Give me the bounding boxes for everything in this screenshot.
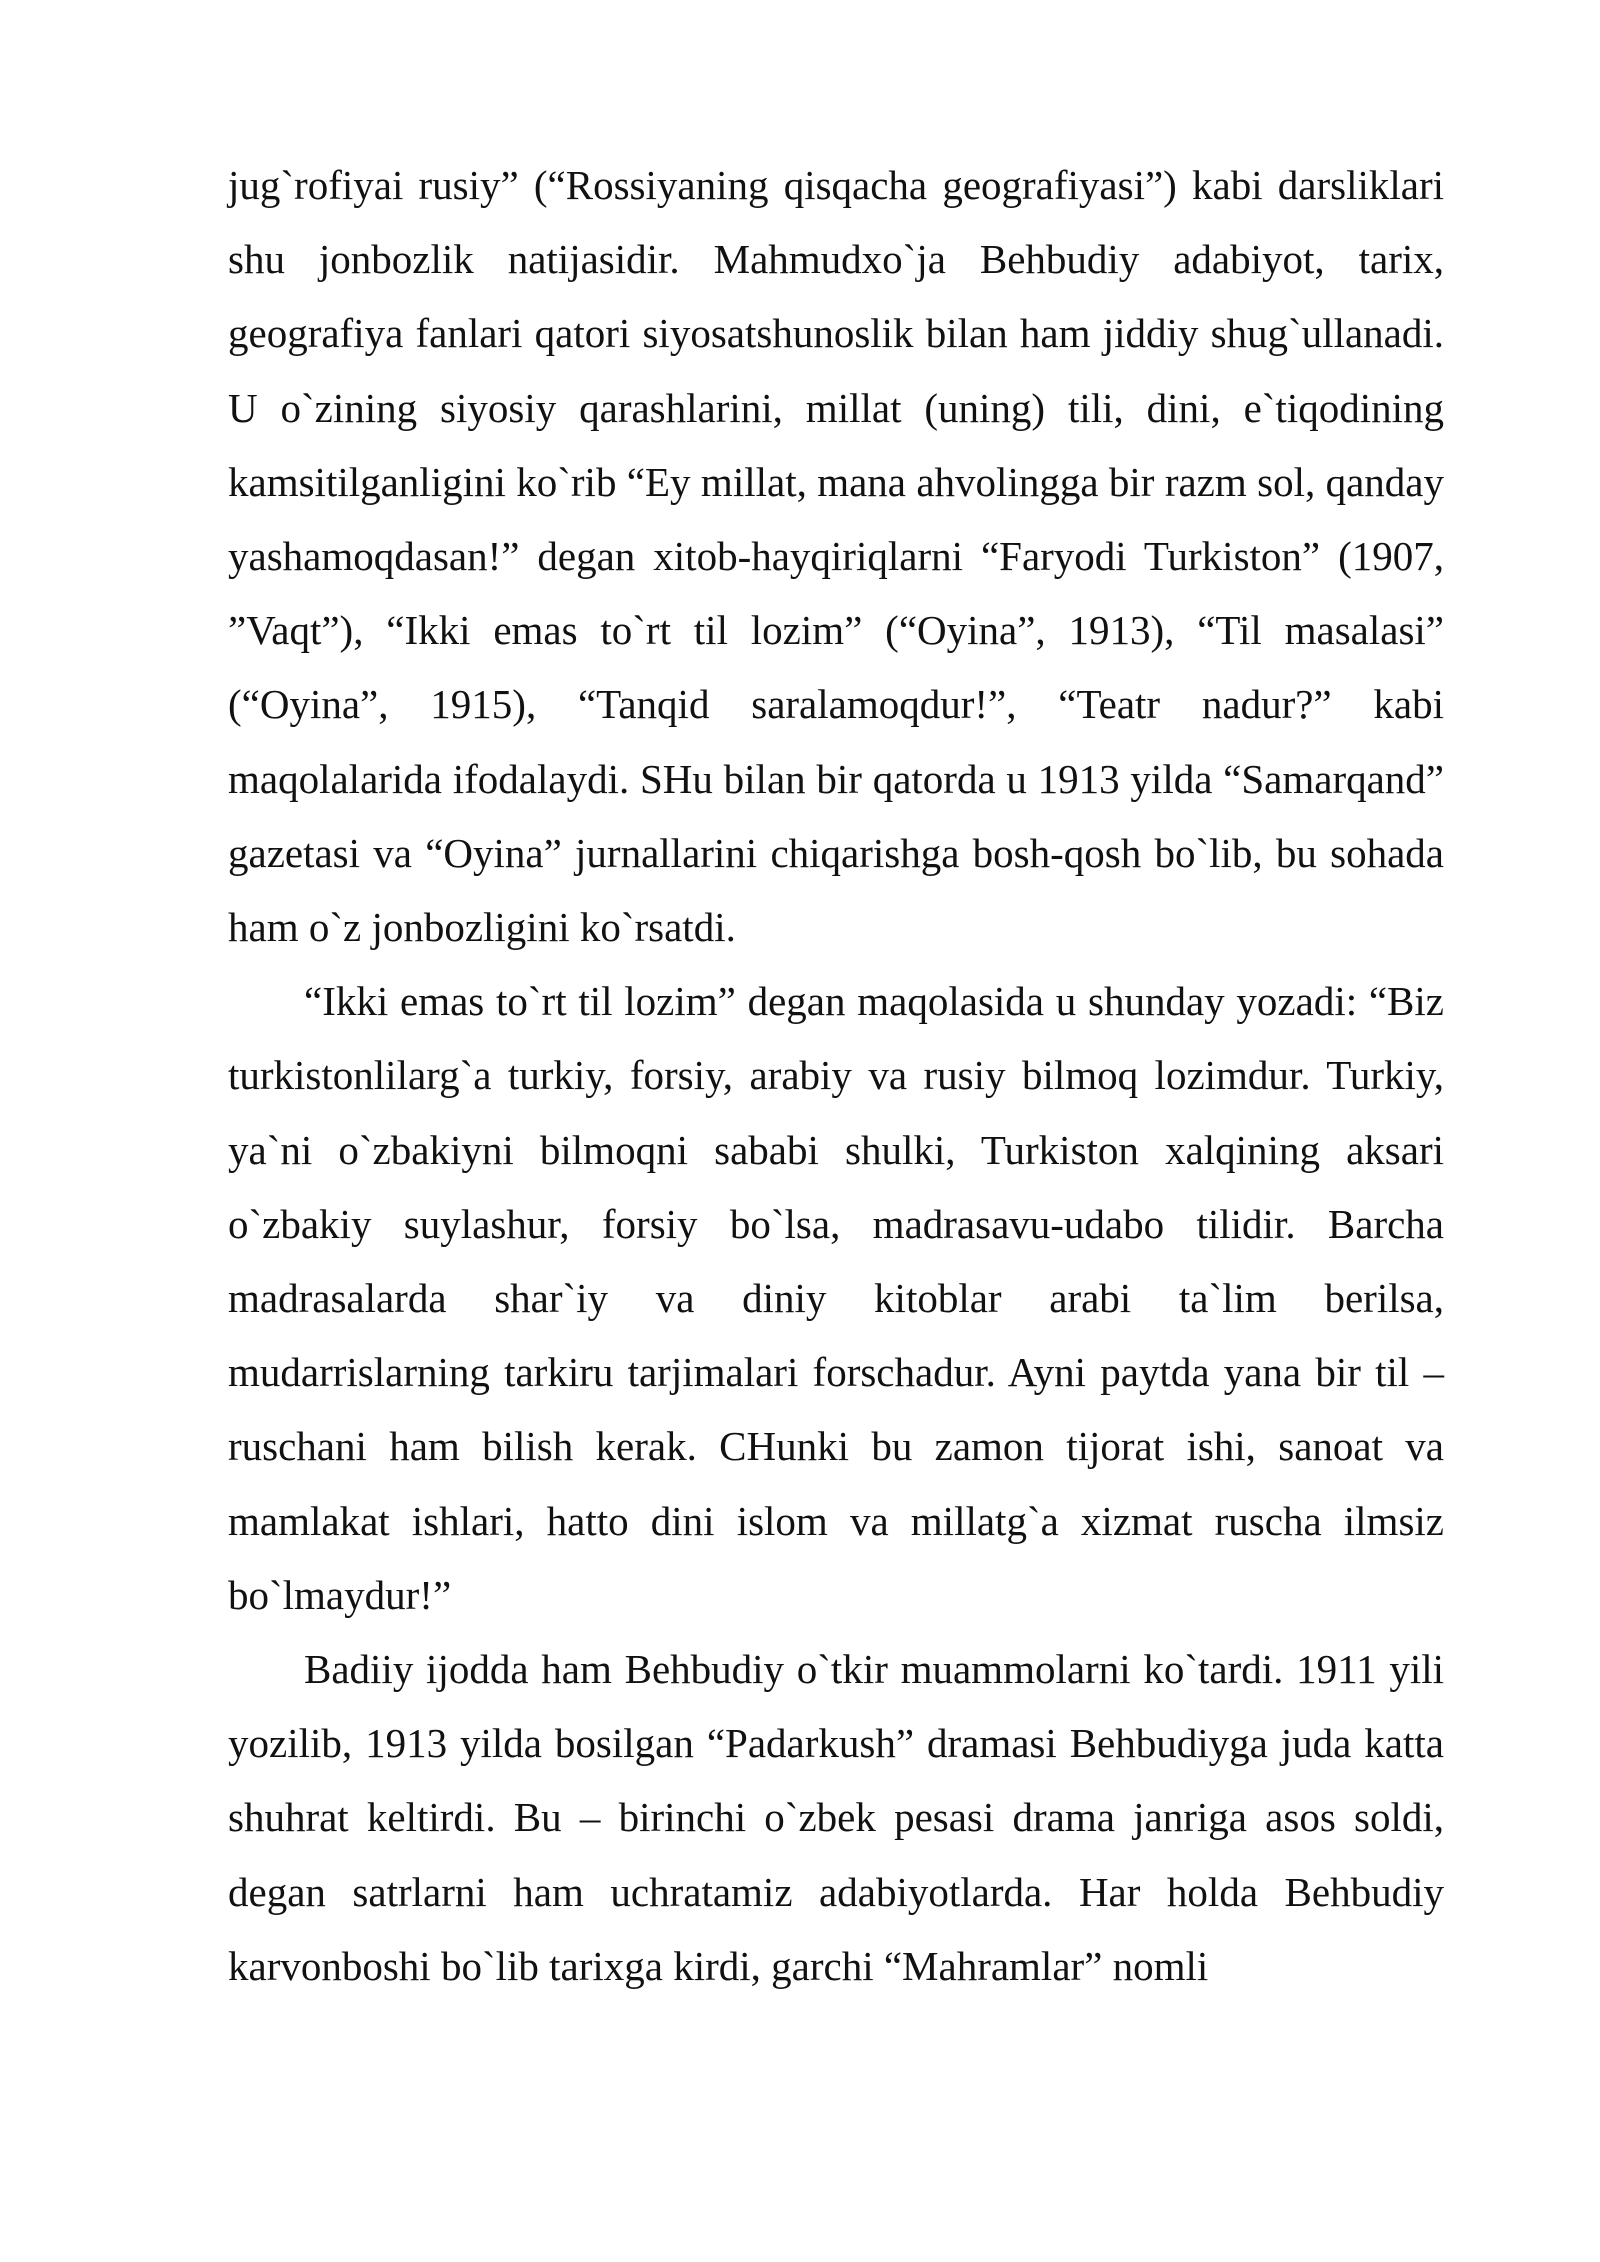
paragraph-1: jug`rofiyai rusiy” (“Rossiyaning qisqacha geografiyasi”) kabi darsliklari shu jonbozlik natijasidir. Mahmudxo`ja Behbudiy adabiyot, tarix, geografiya fanlari qatori siyosatshunoslik bilan ham jiddiy shug`ullanadi. U o`zining siyosiy qarashlarini, millat (uning) tili, dini, e`tiqodining kamsitilganligini ko`rib “Ey millat, mana ahvolingga bir razm sol, qanday yashamoqdasan!” degan xitob-hayqiriqlarni “Faryodi Turkiston” (1907, ”Vaqt”), “Ikki emas to`rt til lozim” (“Oyina”, 1913), “Til masalasi” (“Oyina”, 1915), “Tanqid saralamoqdur!”, “Teatr nadur?” kabi maqolalarida ifodalaydi. SHu bilan bir qatorda u 1913 yilda “Samarqand” gazetasi va “Oyina” jurnallarini chiqarishga bosh-qosh bo`lib, bu sohada ham o`z jonbozligini ko`rsatdi.: [228, 162, 1444, 951]
body-text: [228, 148, 1444, 2003]
paragraph-3: Badiiy ijodda ham Behbudiy o`tkir muammolarni ko`tardi. 1911 yili yozilib, 1913 yilda bosilgan “Padarkush” dramasi Behbudiyga juda katta shuhrat keltirdi. Bu – birinchi o`zbek pesasi drama janriga asos soldi, degan satrlarni ham uchratamiz adabiyotlarda. Har holda Behbudiy karvonboshi bo`lib tarixga kirdi, garchi “Mahramlar” nomli: [228, 1646, 1444, 1989]
paragraph-2: “Ikki emas to`rt til lozim” degan maqolasida u shunday yozadi: “Biz turkistonlilarg`a turkiy, forsiy, arabiy va rusiy bilmoq lozimdur. Turkiy, ya`ni o`zbakiyni bilmoqni sababi shulki, Turkiston xalqining aksari o`zbakiy suylashur, forsiy bo`lsa, madrasavu-udabo tilidir. Barcha madrasalarda shar`iy va diniy kitoblar arabi ta`lim berilsa, mudarrislarning tarkiru tarjimalari forschadur. Ayni paytda yana bir til – ruschani ham bilish kerak. CHunki bu zamon tijorat ishi, sanoat va mamlakat ishlari, hatto dini islom va millatg`a xizmat ruscha ilmsiz bo`lmaydur!”: [228, 978, 1444, 1618]
